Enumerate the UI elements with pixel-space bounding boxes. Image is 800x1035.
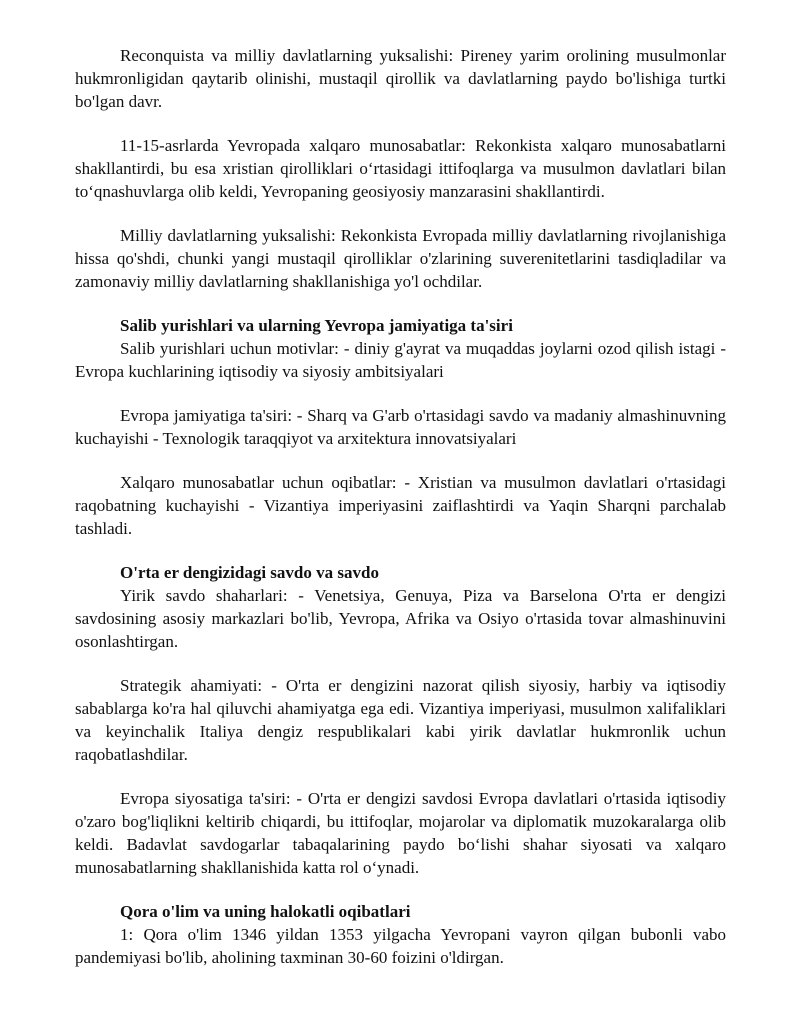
paragraph-crusade-motives: Salib yurishlari uchun motivlar: - diniy g'ayrat va muqaddas joylarni ozod qilish istagi - Evropa kuchlarining iqtisodiy va siyosiy ambitsiyalari <box>75 339 726 381</box>
paragraph-reconquista: Reconquista va milliy davlatlarning yuksalishi: Pireney yarim orolining musulmonlar hukmronligidan qaytarib olinishi, mustaqil qirollik va davlatlarning paydo bo'lishiga turtki bo'lgan davr. <box>75 46 726 111</box>
heading-mediterranean-trade: O'rta er dengizidagi savdo va savdo <box>120 563 379 582</box>
paragraph-international-relations: 11-15-asrlarda Yevropada xalqaro munosabatlar: Rekonkista xalqaro munosabatlarni shakllantirdi, bu esa xristian qirolliklari o‘rtasidagi ittifoqlarga va musulmon davlatlari bilan to‘qnashuvlarga olib keldi, Yevropaning geosiyosiy manzarasini shakllantirdi. <box>75 136 726 201</box>
heading-black-death: Qora o'lim va uning halokatli oqibatlari <box>120 902 411 921</box>
paragraph-european-politics: Evropa siyosatiga ta'siri: - O'rta er dengizi savdosi Evropa davlatlari o'rtasida iqtisodiy o'zaro bog'liqlikni keltirib chiqardi, bu ittifoqlar, mojarolar va diplomatik muzokaralarga olib keldi. Badavlat savdogarlar tabaqalarining paydo bo‘lishi shahar siyosati va xalqaro munosabatlarning shakllanishida katta rol o‘ynadi. <box>75 789 726 877</box>
paragraph-black-death: 1: Qora o'lim 1346 yildan 1353 yilgacha Yevropani vayron qilgan bubonli vabo pandemiyasi bo'lib, aholining taxminan 30-60 foizini o'ldirgan. <box>75 925 726 967</box>
paragraph-strategic-importance: Strategik ahamiyati: - O'rta er dengizini nazorat qilish siyosiy, harbiy va iqtisodiy sabablarga ko'ra hal qiluvchi ahamiyatga ega edi. Vizantiya imperiyasi, musulmon xalifaliklari va keyinchalik Italiya dengiz respublikalari kabi yirik davlatlar hukmronlik uchun raqobatlashdilar. <box>75 676 726 764</box>
paragraph-crusade-impact: Evropa jamiyatiga ta'siri: - Sharq va G'arb o'rtasidagi savdo va madaniy almashinuvning kuchayishi - Texnologik taraqqiyot va arxitektura innovatsiyalari <box>75 406 726 448</box>
document-page <box>75 44 726 969</box>
heading-crusades: Salib yurishlari va ularning Yevropa jamiyatiga ta'siri <box>120 316 513 335</box>
paragraph-national-states: Milliy davlatlarning yuksalishi: Rekonkista Evropada milliy davlatlarning rivojlanishiga hissa qo'shdi, chunki yangi mustaqil qirolliklar o'zlarining suverenitetlarini tasdiqladilar va zamonaviy milliy davlatlarning shakllanishiga yo'l ochdilar. <box>75 226 726 291</box>
paragraph-crusade-consequences: Xalqaro munosabatlar uchun oqibatlar: - Xristian va musulmon davlatlari o'rtasidagi raqobatning kuchayishi - Vizantiya imperiyasini zaiflashtirdi va Yaqin Sharqni parchalab tashladi. <box>75 473 726 538</box>
paragraph-trade-cities: Yirik savdo shaharlari: - Venetsiya, Genuya, Piza va Barselona O'rta er dengizi savdosining asosiy markazlari bo'lib, Yevropa, Afrika va Osiyo o'rtasida tovar almashinuvini osonlashtirgan. <box>75 586 726 651</box>
